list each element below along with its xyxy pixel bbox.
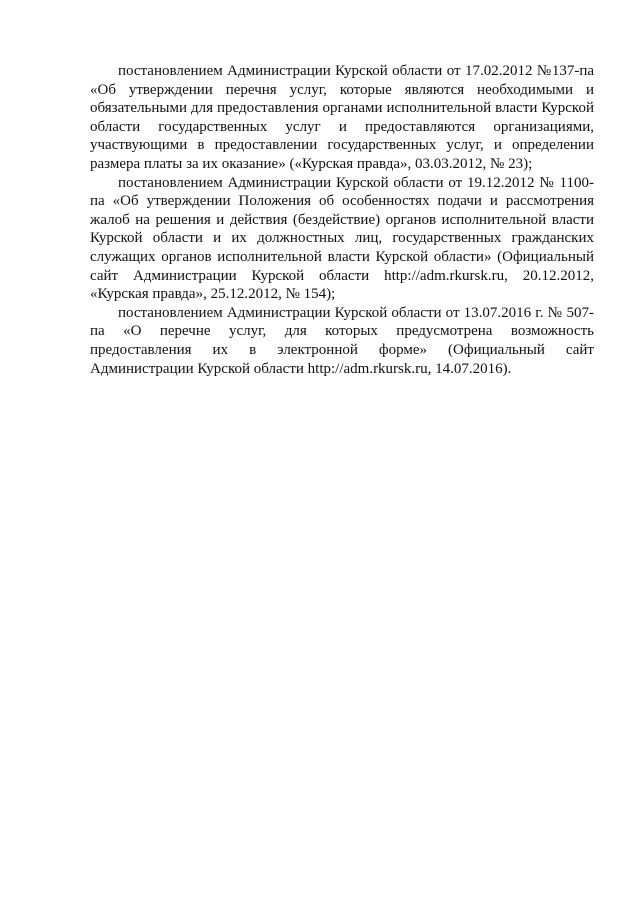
paragraph-resolution-137: постановлением Администрации Курской области от 17.02.2012 №137-па «Об утверждении перечня услуг, которые являются необходимыми и обязательными для предоставления органами исполнительной власти Курской области государственных услуг и предоставляются организациями, участвующими в предоставлении государственных услуг, и определении размера платы за их оказание» («Курская правда», 03.03.2012, № 23); xyxy=(90,63,594,172)
paragraph-resolution-507: постановлением Администрации Курской области от 13.07.2016 г. № 507-па «О перечне услуг, для которых предусмотрена возможность предоставления их в электронной форме» (Официальный сайт Администрации Курской области http://adm.rkursk.ru, 14.07.2016). xyxy=(90,304,594,377)
paragraph-resolution-1100: постановлением Администрации Курской области от 19.12.2012 № 1100-па «Об утверждении Положения об особенностях подачи и рассмотрения жалоб на решения и действия (бездействие) органов исполнительной власти Курской области и их должностных лиц, государственных гражданских служащих органов исполнительной власти Курской области» (Официальный сайт Администрации Курской области http://adm.rkursk.ru, 20.12.2012, «Курская правда», 25.12.2012, № 154); xyxy=(90,174,594,303)
document-body xyxy=(90,62,594,378)
